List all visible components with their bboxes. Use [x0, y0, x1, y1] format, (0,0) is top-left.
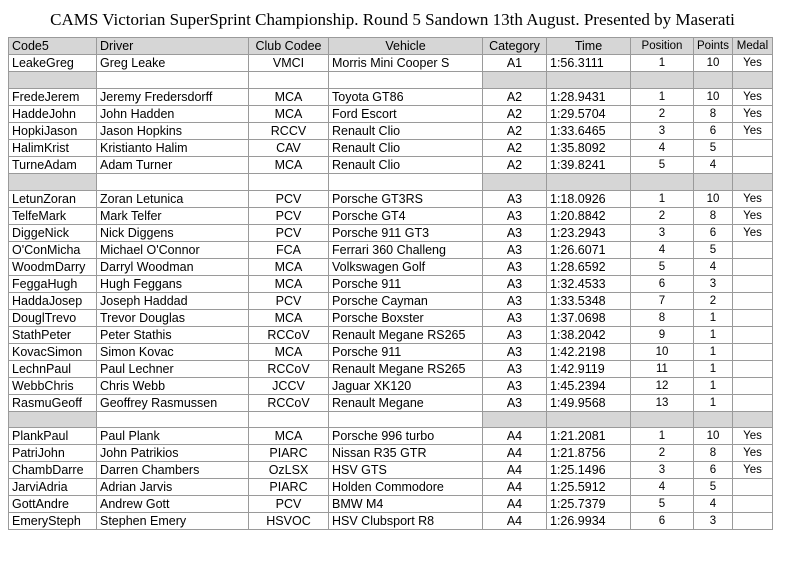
cell-driver: Mark Telfer [97, 207, 249, 224]
cell-driver: Joseph Haddad [97, 292, 249, 309]
separator-cell [9, 72, 97, 89]
table-row [9, 479, 773, 496]
cell-code: HaddeJohn [9, 105, 97, 122]
separator-cell [249, 72, 329, 89]
cell-code: LechnPaul [9, 360, 97, 377]
table-row [9, 377, 773, 394]
cell-vehicle: Porsche Cayman [329, 292, 483, 309]
cell-club: MCA [249, 275, 329, 292]
separator-row [9, 72, 773, 89]
separator-cell [9, 173, 97, 190]
cell-code: ChambDarre [9, 462, 97, 479]
cell-club: MCA [249, 88, 329, 105]
cell-club: RCCoV [249, 360, 329, 377]
table-row [9, 122, 773, 139]
table-row [9, 292, 773, 309]
cell-category: A4 [483, 479, 547, 496]
cell-code: LeakeGreg [9, 55, 97, 72]
cell-vehicle: Renault Clio [329, 156, 483, 173]
cell-time: 1:26.6071 [547, 241, 631, 258]
cell-club: PCV [249, 496, 329, 513]
cell-code: DouglTrevo [9, 309, 97, 326]
cell-points: 2 [694, 292, 733, 309]
cell-medal [732, 275, 772, 292]
cell-club: HSVOC [249, 513, 329, 530]
cell-code: O'ConMicha [9, 241, 97, 258]
cell-driver: Nick Diggens [97, 224, 249, 241]
cell-driver: John Patrikios [97, 445, 249, 462]
table-row [9, 309, 773, 326]
cell-club: RCCoV [249, 394, 329, 411]
cell-club: MCA [249, 343, 329, 360]
cell-code: TelfeMark [9, 207, 97, 224]
table-row [9, 207, 773, 224]
cell-medal: Yes [732, 428, 772, 445]
column-header-points: Points [694, 38, 733, 55]
cell-points: 4 [694, 496, 733, 513]
cell-code: LetunZoran [9, 190, 97, 207]
table-row [9, 445, 773, 462]
cell-code: TurneAdam [9, 156, 97, 173]
cell-time: 1:18.0926 [547, 190, 631, 207]
cell-category: A4 [483, 496, 547, 513]
cell-driver: Chris Webb [97, 377, 249, 394]
cell-points: 1 [694, 326, 733, 343]
cell-points: 8 [694, 105, 733, 122]
cell-category: A3 [483, 207, 547, 224]
table-row [9, 513, 773, 530]
separator-cell [249, 411, 329, 428]
cell-driver: Darren Chambers [97, 462, 249, 479]
cell-medal: Yes [732, 207, 772, 224]
cell-club: PCV [249, 292, 329, 309]
cell-club: VMCI [249, 55, 329, 72]
cell-club: MCA [249, 105, 329, 122]
cell-vehicle: Renault Megane [329, 394, 483, 411]
cell-time: 1:42.2198 [547, 343, 631, 360]
cell-club: PIARC [249, 479, 329, 496]
separator-row [9, 411, 773, 428]
cell-code: StathPeter [9, 326, 97, 343]
cell-time: 1:28.6592 [547, 258, 631, 275]
cell-time: 1:20.8842 [547, 207, 631, 224]
separator-cell [694, 173, 733, 190]
table-row [9, 139, 773, 156]
cell-time: 1:38.2042 [547, 326, 631, 343]
cell-time: 1:23.2943 [547, 224, 631, 241]
cell-position: 3 [631, 462, 694, 479]
cell-vehicle: Morris Mini Cooper S [329, 55, 483, 72]
cell-position: 5 [631, 496, 694, 513]
cell-points: 10 [694, 88, 733, 105]
column-header-club: Club Codee [249, 38, 329, 55]
cell-points: 1 [694, 394, 733, 411]
table-row [9, 462, 773, 479]
cell-medal: Yes [732, 224, 772, 241]
table-row [9, 360, 773, 377]
cell-time: 1:49.9568 [547, 394, 631, 411]
separator-cell [732, 173, 772, 190]
table-row [9, 428, 773, 445]
cell-position: 1 [631, 428, 694, 445]
cell-category: A1 [483, 55, 547, 72]
cell-time: 1:33.5348 [547, 292, 631, 309]
cell-points: 8 [694, 207, 733, 224]
table-row [9, 343, 773, 360]
cell-vehicle: Porsche GT3RS [329, 190, 483, 207]
separator-cell [694, 72, 733, 89]
page-title: CAMS Victorian SuperSprint Championship. Round 5 Sandown 13th August. Presented by Maserati [50, 10, 735, 29]
cell-code: RasmuGeoff [9, 394, 97, 411]
cell-category: A4 [483, 462, 547, 479]
table-row [9, 224, 773, 241]
cell-time: 1:35.8092 [547, 139, 631, 156]
column-header-time: Time [547, 38, 631, 55]
cell-driver: John Hadden [97, 105, 249, 122]
separator-cell [631, 72, 694, 89]
cell-driver: Peter Stathis [97, 326, 249, 343]
cell-vehicle: Porsche 911 [329, 275, 483, 292]
cell-position: 12 [631, 377, 694, 394]
separator-row [9, 173, 773, 190]
cell-driver: Darryl Woodman [97, 258, 249, 275]
cell-time: 1:25.1496 [547, 462, 631, 479]
cell-position: 4 [631, 241, 694, 258]
cell-time: 1:37.0698 [547, 309, 631, 326]
cell-medal: Yes [732, 445, 772, 462]
cell-medal [732, 156, 772, 173]
cell-code: KovacSimon [9, 343, 97, 360]
cell-category: A3 [483, 292, 547, 309]
cell-club: PCV [249, 207, 329, 224]
cell-club: RCCV [249, 122, 329, 139]
cell-time: 1:25.5912 [547, 479, 631, 496]
cell-points: 5 [694, 479, 733, 496]
cell-club: FCA [249, 241, 329, 258]
table-row [9, 394, 773, 411]
cell-points: 1 [694, 360, 733, 377]
separator-cell [732, 72, 772, 89]
cell-medal [732, 139, 772, 156]
cell-driver: Geoffrey Rasmussen [97, 394, 249, 411]
cell-position: 4 [631, 479, 694, 496]
results-body [9, 55, 773, 530]
cell-vehicle: Ferrari 360 Challeng [329, 241, 483, 258]
cell-medal [732, 326, 772, 343]
cell-driver: Greg Leake [97, 55, 249, 72]
cell-category: A3 [483, 343, 547, 360]
cell-driver: Jason Hopkins [97, 122, 249, 139]
cell-time: 1:45.2394 [547, 377, 631, 394]
cell-category: A4 [483, 428, 547, 445]
cell-position: 3 [631, 224, 694, 241]
cell-time: 1:32.4533 [547, 275, 631, 292]
cell-category: A2 [483, 88, 547, 105]
separator-cell [97, 411, 249, 428]
cell-code: HalimKrist [9, 139, 97, 156]
cell-vehicle: Renault Clio [329, 122, 483, 139]
cell-points: 10 [694, 55, 733, 72]
cell-position: 9 [631, 326, 694, 343]
cell-category: A3 [483, 377, 547, 394]
cell-category: A3 [483, 258, 547, 275]
cell-points: 6 [694, 122, 733, 139]
cell-medal [732, 241, 772, 258]
cell-medal [732, 258, 772, 275]
separator-cell [694, 411, 733, 428]
cell-time: 1:39.8241 [547, 156, 631, 173]
cell-time: 1:26.9934 [547, 513, 631, 530]
cell-points: 4 [694, 156, 733, 173]
cell-code: PatriJohn [9, 445, 97, 462]
separator-cell [483, 72, 547, 89]
cell-code: JarviAdria [9, 479, 97, 496]
cell-position: 2 [631, 105, 694, 122]
cell-vehicle: Toyota GT86 [329, 88, 483, 105]
cell-vehicle: Porsche 911 GT3 [329, 224, 483, 241]
cell-medal [732, 360, 772, 377]
table-row [9, 258, 773, 275]
cell-medal [732, 343, 772, 360]
cell-vehicle: Porsche 996 turbo [329, 428, 483, 445]
header-row [9, 38, 773, 55]
cell-points: 4 [694, 258, 733, 275]
cell-club: PCV [249, 190, 329, 207]
cell-category: A4 [483, 445, 547, 462]
cell-medal [732, 377, 772, 394]
cell-code: FeggaHugh [9, 275, 97, 292]
cell-driver: Stephen Emery [97, 513, 249, 530]
separator-cell [483, 173, 547, 190]
separator-cell [329, 72, 483, 89]
cell-position: 2 [631, 207, 694, 224]
column-header-vehicle: Vehicle [329, 38, 483, 55]
cell-club: MCA [249, 258, 329, 275]
cell-vehicle: Ford Escort [329, 105, 483, 122]
cell-driver: Kristianto Halim [97, 139, 249, 156]
cell-category: A3 [483, 275, 547, 292]
cell-medal: Yes [732, 122, 772, 139]
cell-vehicle: Holden Commodore [329, 479, 483, 496]
separator-cell [547, 173, 631, 190]
cell-code: GottAndre [9, 496, 97, 513]
cell-code: FredeJerem [9, 88, 97, 105]
separator-cell [732, 411, 772, 428]
cell-club: RCCoV [249, 326, 329, 343]
cell-time: 1:21.8756 [547, 445, 631, 462]
cell-points: 6 [694, 462, 733, 479]
separator-cell [547, 411, 631, 428]
cell-club: CAV [249, 139, 329, 156]
results-table [8, 37, 773, 530]
cell-vehicle: HSV GTS [329, 462, 483, 479]
cell-driver: Adam Turner [97, 156, 249, 173]
cell-vehicle: Volkswagen Golf [329, 258, 483, 275]
cell-position: 1 [631, 88, 694, 105]
cell-position: 6 [631, 513, 694, 530]
cell-points: 8 [694, 445, 733, 462]
cell-category: A2 [483, 122, 547, 139]
cell-club: MCA [249, 156, 329, 173]
cell-points: 1 [694, 343, 733, 360]
cell-medal: Yes [732, 55, 772, 72]
separator-cell [547, 72, 631, 89]
cell-code: WoodmDarry [9, 258, 97, 275]
cell-category: A2 [483, 139, 547, 156]
separator-cell [483, 411, 547, 428]
cell-medal: Yes [732, 105, 772, 122]
cell-position: 5 [631, 258, 694, 275]
cell-points: 5 [694, 241, 733, 258]
cell-vehicle: HSV Clubsport R8 [329, 513, 483, 530]
table-row [9, 105, 773, 122]
cell-club: PIARC [249, 445, 329, 462]
cell-medal [732, 292, 772, 309]
cell-position: 7 [631, 292, 694, 309]
cell-driver: Michael O'Connor [97, 241, 249, 258]
cell-medal: Yes [732, 88, 772, 105]
cell-time: 1:33.6465 [547, 122, 631, 139]
cell-driver: Paul Plank [97, 428, 249, 445]
cell-points: 5 [694, 139, 733, 156]
cell-position: 13 [631, 394, 694, 411]
cell-medal [732, 513, 772, 530]
table-row [9, 326, 773, 343]
cell-category: A3 [483, 190, 547, 207]
column-header-position: Position [631, 38, 694, 55]
cell-medal [732, 479, 772, 496]
cell-position: 10 [631, 343, 694, 360]
cell-medal [732, 394, 772, 411]
cell-medal [732, 496, 772, 513]
cell-position: 6 [631, 275, 694, 292]
cell-club: MCA [249, 309, 329, 326]
separator-cell [97, 173, 249, 190]
cell-category: A3 [483, 360, 547, 377]
cell-vehicle: Renault Clio [329, 139, 483, 156]
cell-vehicle: Renault Megane RS265 [329, 360, 483, 377]
cell-driver: Andrew Gott [97, 496, 249, 513]
cell-position: 3 [631, 122, 694, 139]
cell-driver: Trevor Douglas [97, 309, 249, 326]
cell-category: A3 [483, 394, 547, 411]
cell-vehicle: Nissan R35 GTR [329, 445, 483, 462]
cell-vehicle: Renault Megane RS265 [329, 326, 483, 343]
cell-driver: Zoran Letunica [97, 190, 249, 207]
table-row [9, 496, 773, 513]
separator-cell [9, 411, 97, 428]
cell-driver: Simon Kovac [97, 343, 249, 360]
cell-driver: Paul Lechner [97, 360, 249, 377]
cell-category: A2 [483, 105, 547, 122]
column-header-medal: Medal [732, 38, 772, 55]
cell-position: 5 [631, 156, 694, 173]
cell-vehicle: Porsche GT4 [329, 207, 483, 224]
cell-category: A3 [483, 309, 547, 326]
cell-code: WebbChris [9, 377, 97, 394]
cell-club: MCA [249, 428, 329, 445]
cell-points: 1 [694, 309, 733, 326]
column-header-category: Category [483, 38, 547, 55]
cell-category: A4 [483, 513, 547, 530]
cell-club: JCCV [249, 377, 329, 394]
cell-position: 8 [631, 309, 694, 326]
cell-time: 1:56.3111 [547, 55, 631, 72]
cell-code: HaddaJosep [9, 292, 97, 309]
column-header-driver: Driver [97, 38, 249, 55]
table-row [9, 190, 773, 207]
cell-category: A2 [483, 156, 547, 173]
cell-points: 10 [694, 428, 733, 445]
separator-cell [631, 173, 694, 190]
cell-position: 2 [631, 445, 694, 462]
cell-points: 6 [694, 224, 733, 241]
separator-cell [249, 173, 329, 190]
table-row [9, 55, 773, 72]
cell-points: 10 [694, 190, 733, 207]
cell-driver: Hugh Feggans [97, 275, 249, 292]
cell-position: 4 [631, 139, 694, 156]
table-row [9, 88, 773, 105]
cell-vehicle: Porsche 911 [329, 343, 483, 360]
cell-category: A3 [483, 224, 547, 241]
cell-time: 1:21.2081 [547, 428, 631, 445]
cell-code: DiggeNick [9, 224, 97, 241]
cell-club: PCV [249, 224, 329, 241]
cell-vehicle: BMW M4 [329, 496, 483, 513]
cell-vehicle: Porsche Boxster [329, 309, 483, 326]
cell-points: 3 [694, 513, 733, 530]
cell-club: OzLSX [249, 462, 329, 479]
separator-cell [631, 411, 694, 428]
cell-code: HopkiJason [9, 122, 97, 139]
cell-medal [732, 309, 772, 326]
cell-code: PlankPaul [9, 428, 97, 445]
cell-medal: Yes [732, 462, 772, 479]
cell-points: 3 [694, 275, 733, 292]
cell-driver: Adrian Jarvis [97, 479, 249, 496]
column-header-code: Code5 [9, 38, 97, 55]
cell-time: 1:29.5704 [547, 105, 631, 122]
cell-vehicle: Jaguar XK120 [329, 377, 483, 394]
separator-cell [329, 173, 483, 190]
separator-cell [97, 72, 249, 89]
cell-time: 1:25.7379 [547, 496, 631, 513]
cell-category: A3 [483, 241, 547, 258]
table-row [9, 241, 773, 258]
cell-position: 1 [631, 190, 694, 207]
cell-medal: Yes [732, 190, 772, 207]
cell-category: A3 [483, 326, 547, 343]
cell-position: 1 [631, 55, 694, 72]
separator-cell [329, 411, 483, 428]
cell-driver: Jeremy Fredersdorff [97, 88, 249, 105]
cell-time: 1:42.9119 [547, 360, 631, 377]
table-row [9, 156, 773, 173]
cell-time: 1:28.9431 [547, 88, 631, 105]
table-row [9, 275, 773, 292]
cell-points: 1 [694, 377, 733, 394]
cell-code: EmerySteph [9, 513, 97, 530]
cell-position: 11 [631, 360, 694, 377]
